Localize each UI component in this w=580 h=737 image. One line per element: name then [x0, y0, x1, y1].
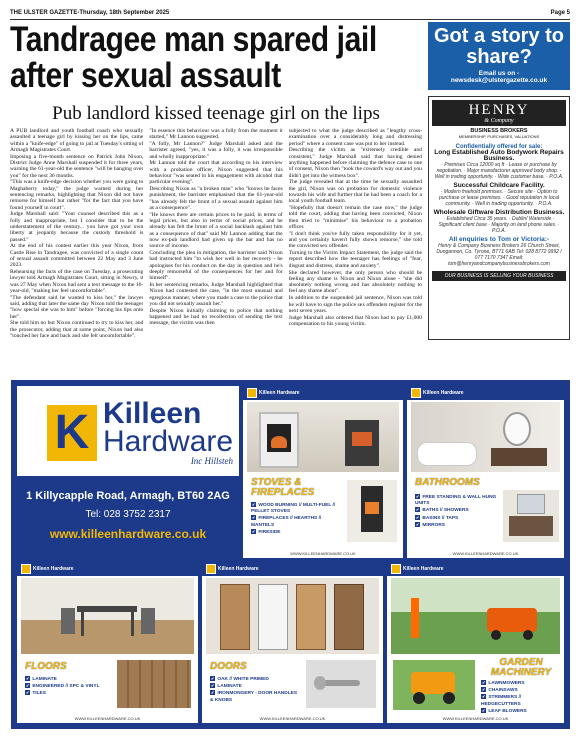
mini-logo: Killeen Hardware — [411, 388, 464, 398]
henry-footer: OUR BUSINESS IS SELLING YOUR BUSINESS — [432, 271, 566, 281]
list-item: ✔ LEAF BLOWERS — [481, 708, 561, 715]
article-paragraph: The judge revealed that at the time he sexually assaulted the girl, Nixon was on probation for domestic violence towards his wife and further that he had been a coach for a local youth football team. — [288, 179, 422, 205]
article-paragraph: Describing Nixon as "a broken man" who "knows he faces punishment, the barrister emphasised that the 61-year-old "has already felt the brunt of a sexual assault against him as a consequence". — [149, 186, 283, 212]
garden-tile — [387, 562, 564, 723]
list-item: ✔ OAK // WHITE PRIMED — [210, 676, 300, 683]
article-paragraph: Describing the victim as "extremely credible and consistent," Judge Marshall said that having denied anything happened before claiming the defence case to one of consent, Nixon then "took the coward's way out and you didn't get into the witness box". — [288, 147, 422, 179]
floors-tile — [17, 562, 198, 723]
article-column-2 — [149, 128, 282, 374]
floors-list — [25, 676, 111, 698]
henry-contact: Henry & Company Business Brokers 26 Church Street, Dungannon, Co. Tyrone, BT71 6AB Tel: 028 8772 9992 / 077 7170 7347 Email: tom@henryandcompanybusinessbrokers.com — [436, 243, 562, 267]
mini-logo: Killeen Hardware — [391, 564, 444, 574]
henry-offer-title: Confidentially offered for sale: — [455, 144, 543, 150]
story-headline: Got a story to share? — [433, 25, 564, 68]
list-item: ✔ MIRRORS — [415, 522, 497, 529]
henry-enquiries-title: All enquiries to Tom or Victoria:- — [448, 236, 550, 243]
article-paragraph: She told him no but Nixon continued to try to kiss her, and the prosecutor, adding that at some point, Nixon had also "touched her face and back and she felt uncomfortable". — [10, 320, 144, 339]
article-paragraph: In addition to the suspended jail sentence, Nixon was told he will have to sign the police sex offenders register for the next seven years. — [288, 295, 422, 314]
doors-title: DOORS — [210, 661, 247, 672]
killeen-contact — [17, 476, 239, 558]
list-item: ✔ FREE STANDING & WALL HUNG UNITS — [415, 494, 497, 507]
sidebar — [428, 22, 570, 340]
list-item: ✔ LAWNMOWERS — [481, 680, 561, 687]
stoves-list — [251, 502, 337, 536]
mini-logo: Killeen Hardware — [247, 388, 300, 398]
article-paragraph: Despite Nixon initially claiming to police that nothing happened and he had no recollection of sending the text message, the victim was then — [149, 307, 283, 327]
henry-tag: MEMBERSHIP, PURCHASES, VALUATIONS — [458, 134, 540, 139]
henry-name: HENRY — [468, 102, 530, 118]
article-paragraph: Mr Lannon told the court that according to his interview with a probation officer, Nixon suggested that his behaviour "was seated in his engagement with alcohol that particular evening". — [149, 160, 283, 186]
article-paragraph: "A folly, Mr Lannon?" Judge Marshall asked and the barrister agreed, "yes, it was a folly, it was irresponsible and wholly inappropriate." — [149, 141, 283, 160]
bathrooms-tile — [407, 386, 564, 558]
header-publication: THE ULSTER GAZETTE-Thursday, 18th September 2025 — [10, 9, 170, 16]
article-paragraph: subjected to what the judge described as "lengthy cross-examination over a considerably long and distressing period" where a consent case was put to her instead. — [288, 128, 422, 147]
article-paragraph: Judge Marshall also ordered that Nixon had to pay £1,000 compensation to his young victim. — [288, 314, 422, 327]
list-item: ✔ IRONMONGERY - DOOR HANDLES & KNOBS — [210, 690, 300, 703]
bathrooms-url[interactable]: WWW.KILLEENHARDWARE.CO.UK — [452, 551, 519, 556]
killeen-logo — [47, 397, 234, 466]
garden-photo — [391, 578, 560, 654]
doors-photo — [206, 578, 379, 654]
article-paragraph: "Hopefully that doesn't remain the case now," the judge told the court, adding that having been convicted, Nixon then tried to "minimise" his behaviour to a probation officer. — [288, 205, 422, 230]
article-paragraph: "This was a knife-edge decision whether you were going to Maghaberry today," the judge warned during her sentencing remarks, highlighting that Nixon did not have remorse for himself but rather "for the fact that you have found yourself in court". — [10, 179, 144, 211]
list-item: ✔ LAMINATE — [210, 683, 300, 690]
article-paragraph: "In essence this behaviour was a folly from the moment it started," Mr Lannon suggested. — [149, 128, 283, 141]
stove-photo — [347, 480, 397, 542]
henry-listing-1-details: · Premises Circa 12000 sq ft · Lease or purchase by negotiation. · Major manufacturer approved body shop. · Well in trading opportunity. · Wide customer base. · P.O.A. — [434, 162, 564, 180]
garden-title: GARDEN MACHINERY — [490, 657, 552, 678]
killeen-advert — [11, 380, 570, 729]
list-item: ✔ BATHS // SHOWERS — [415, 507, 497, 514]
article-paragraph: Judge Marshall said: "Your counsel described this as a folly and inappropriate, but I consider that to be the understatement of the century... you have got your own liberty at jeopardy because the custody threshold is passed." — [10, 211, 144, 243]
bathroom-photo — [411, 402, 560, 472]
article-paragraph: "He knows there are certain prices to be paid, in terms of legal prices, but also in terms of social prices, and he already has felt the brunt of a social backlash against him as a consequence of that" said Mr Lannon adding that the now ex-pub landlord had given up the bar and has no source of income. — [149, 211, 283, 250]
article-paragraph: A PUB landlord and youth football coach who sexually assaulted a teenage girl by kissing her on the lips, came within a "knife-edge" of going to jail at Tuesday's sitting of Armagh Magistrates Court. — [10, 128, 144, 153]
vanity-photo — [503, 490, 559, 542]
killeen-main-tile — [17, 386, 239, 558]
list-item: ✔ LAMINATE — [25, 676, 111, 683]
henry-company: & Company — [484, 118, 514, 124]
doors-tile — [202, 562, 383, 723]
article-body — [10, 128, 422, 374]
garden-list — [481, 680, 561, 715]
door-handle-photo — [306, 660, 376, 708]
floors-url[interactable]: WWW.KILLEENHARDWARE.CO.UK — [74, 716, 141, 721]
article-paragraph: Turning to the Victim Impact Statement, the judge said the report described how the teenager has feelings of "fear, disgust and distress, shame and anxiety". — [288, 250, 422, 269]
article-paragraph: "I don't think you've fully taken responsibility for it yet, and you certainly haven't fully shown remorse," she told the convicted sex offender. — [288, 230, 422, 250]
henry-listing-1-title: Long Established Auto Bodywork Repairs Business. — [434, 149, 564, 162]
list-item: ✔ FIRESIDE — [251, 529, 337, 536]
mini-logo: Killeen Hardware — [21, 564, 74, 574]
article-paragraph: At the end of his contest earlier this year Nixon, from Castle Rise in Tandragee, was convicted of a single count of sexual assault committed between 22 May and 3 June 2023. — [10, 243, 144, 269]
list-item: ✔ FIREPLACES // HEARTHS // MANTELS — [251, 515, 337, 528]
doors-url[interactable]: WWW.KILLEENHARDWARE.CO.UK — [259, 716, 326, 721]
henry-logo — [432, 100, 566, 126]
story-email[interactable]: Email us on - newsdesk@ulstergazette.co.uk — [450, 70, 548, 84]
article-paragraph: Rehearsing the facts of the case on Tuesday, a prosecuting lawyer told Armagh Magistrates Court, sitting in Newry, it was 27 May when Nixon had sent a text message to the 16-year-old, "making her feel uncomfortable". — [10, 269, 144, 294]
bathrooms-title: BATHROOMS — [415, 477, 480, 488]
subhead: Pub landlord kissed teenage girl on the lips — [52, 103, 380, 124]
mini-logo: Killeen Hardware — [206, 564, 259, 574]
killeen-brand-1: Killeen — [103, 397, 202, 430]
article-column-3 — [289, 128, 422, 374]
stoves-title: STOVES & FIREPLACES — [251, 477, 315, 498]
henry-listing-3-title: Wholesale Giftware Distribution Business. — [433, 209, 565, 216]
bathrooms-list — [415, 494, 497, 529]
henry-advert — [428, 96, 570, 340]
page-header — [10, 6, 570, 20]
doors-list — [210, 676, 300, 704]
page-number: Page 5 — [550, 9, 570, 16]
henry-listing-3-details: · Established Circa 35 years. · Dublin/ Waterside · Significant client base · Majority on land phone sales. · P.O.A. — [438, 216, 560, 234]
killeen-tel: Tel: 028 3752 2317 — [85, 509, 171, 520]
list-item: ✔ CHAINSAWS — [481, 687, 561, 694]
killeen-address: 1 Killycapple Road, Armagh, BT60 2AG — [26, 490, 230, 502]
list-item: ✔ WOOD BURNING // MULTI-FUEL // PELLET STOVES — [251, 502, 337, 515]
article-paragraph: Concluding the plea in mitigation, the barrister said Nixon had instructed him "to wish her well in her recovery - he apologises for his conduct on the day in question and he's deeply remorseful of the consequences for her and for himself". — [149, 250, 283, 282]
wood-sample-photo — [117, 660, 191, 708]
killeen-website[interactable]: www.killeenhardware.co.uk — [49, 527, 207, 541]
henry-listing-2-details: · Modern freehold premises. · Secure site · Option to purchase or lease premises. · Good reputation in local community. · Well in trading opportunity. · P.O.A. — [438, 189, 560, 207]
stoves-url[interactable]: WWW.KILLEENHARDWARE.CO.UK — [290, 551, 356, 556]
article-column-1 — [10, 128, 143, 374]
killeen-k-icon: K — [47, 405, 97, 461]
list-item: ✔ ENGINEERED // SPC & VINYL — [25, 683, 111, 690]
list-item: ✔ BASINS // TAPS — [415, 515, 497, 522]
fireplace-photo — [247, 402, 399, 472]
henry-brokers: BUSINESS BROKERS — [470, 128, 528, 134]
garden-url[interactable]: WWW.KILLEENHARDWARE.CO.UK — [442, 716, 509, 721]
floors-title: FLOORS — [25, 661, 67, 672]
story-box — [428, 22, 570, 90]
article-paragraph: Imposing a five-month sentence on Patrick John Nixon, District Judge Anne Marshall suspended it for three years, warning the 61-year-old the sentence "will be hanging over you" for the next 36 months. — [10, 153, 144, 179]
article-paragraph: "The defendant said he wanted to kiss her," the lawyer said, adding that later the same day Nixon told the teenager "how special she was to him" before "forcing his lips onto her". — [10, 294, 144, 320]
mower-photo — [393, 660, 475, 710]
henry-listing-2-title: Successful Childcare Facility. — [453, 182, 545, 189]
list-item: ✔ TILES — [25, 690, 111, 697]
stoves-tile — [243, 386, 403, 558]
article-paragraph: She declared however, the only person who should be feeling any shame is Nixon and Nixon alone - "she did absolutely nothing wrong and has absolutely nothing to feel any shame about". — [288, 269, 422, 295]
list-item: ✔ STRIMMERS // HEDGECUTTERS — [481, 694, 561, 707]
killeen-brand-2: Hardware — [103, 425, 234, 458]
killeen-brand-3: Inc Hillsteh — [190, 456, 234, 466]
article-paragraph: In her sentencing remarks, Judge Marshall highlighted that Nixon had contested the case, "in the most unusual and egregious manner, where you made a case to the police that you did not sexually assault her." — [149, 282, 283, 308]
headline: Tandragee man spared jail after sexual assault — [10, 20, 377, 95]
floor-photo — [21, 578, 194, 654]
